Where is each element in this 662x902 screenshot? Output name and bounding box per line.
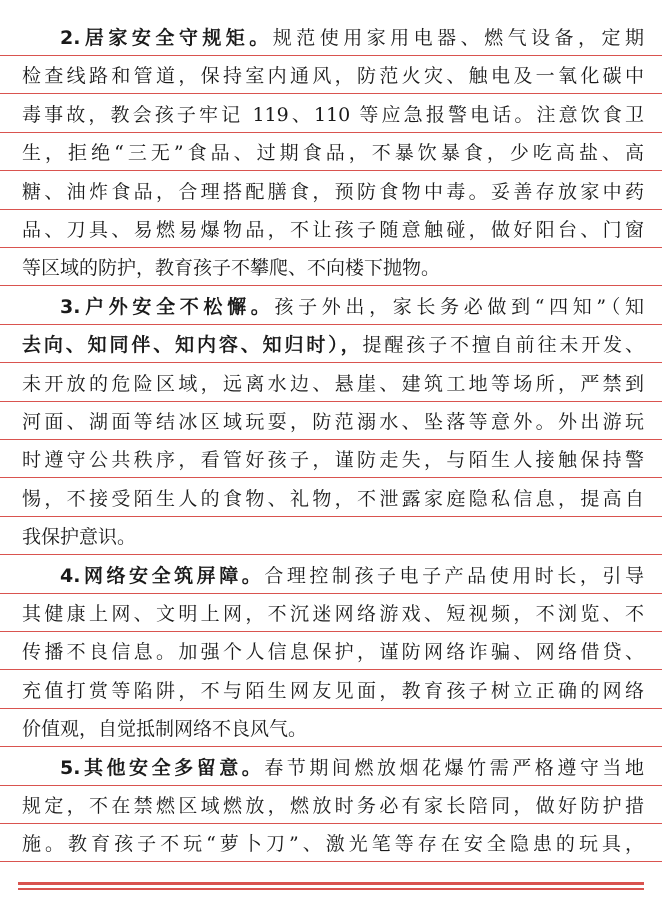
body-text: 施。教育孩子不玩“萝卜刀”、激光笔等存在安全隐患的玩具， [22, 833, 644, 856]
text-line [0, 594, 662, 632]
text-line [0, 210, 662, 248]
text-line [0, 364, 662, 402]
body-text: 合理控制孩子电子产品使用时长，引导 [264, 564, 644, 587]
line-text [22, 295, 644, 319]
body-text: 惕，不接受陌生人的食物、礼物，不泄露家庭隐私信息，提高自 [22, 487, 644, 510]
text-line [0, 517, 662, 555]
bottom-border-rule [18, 882, 644, 885]
line-text [22, 26, 644, 50]
bottom-border-rule [18, 888, 644, 890]
line-text [22, 487, 644, 511]
body-text: 品、刀具、易燃易爆物品，不让孩子随意触碰，做好阳台、门窗 [22, 219, 644, 241]
line-text [22, 372, 644, 396]
text-line [0, 133, 662, 171]
body-text: 提醒孩子不擅自前往未开发、 [362, 334, 644, 357]
text-line [0, 479, 662, 517]
heading-text: 5.其他安全多留意。 [60, 756, 265, 779]
line-text [22, 218, 644, 242]
body-text: 规定，不在禁燃区域燃放，燃放时务必有家长陪同，做好防护措 [22, 795, 644, 817]
body-text: 我保护意识。 [22, 526, 137, 549]
heading-text: 4.网络安全筑屏障。 [60, 564, 265, 587]
heading-text: 3.户外安全不松懈。 [60, 295, 275, 318]
text-line [0, 287, 662, 325]
line-text [22, 103, 644, 127]
body-text: 糖、油炸食品，合理搭配膳食，预防食物中毒。妥善存放家中药 [22, 180, 644, 203]
body-text: 传播不良信息。加强个人信息保护，谨防网络诈骗、网络借贷、 [22, 641, 644, 664]
heading-text: 2.居家安全守规矩。 [60, 27, 273, 49]
heading-text: 去向、知同伴、知内容、知归时）， [22, 334, 363, 357]
body-text: 毒事故，教会孩子牢记 119、110 等应急报警电话。注意饮食卫 [22, 103, 644, 126]
text-line [0, 402, 662, 440]
line-text [22, 756, 644, 780]
line-text [22, 679, 644, 703]
ruled-line [0, 861, 662, 862]
line-text [22, 141, 644, 165]
line-text [22, 564, 644, 588]
body-text: 河面、湖面等结冰区域玩耍，防范溺水、坠落等意外。外出游玩 [22, 411, 644, 433]
text-line [0, 172, 662, 210]
body-text: 充值打赏等陷阱，不与陌生网友见面，教育孩子树立正确的网络 [22, 679, 644, 702]
text-line [0, 709, 662, 747]
line-text [22, 64, 644, 88]
body-text: 等区域的防护，教育孩子不攀爬、不向楼下抛物。 [22, 257, 441, 280]
body-text: 时遵守公共秩序，看管好孩子，谨防走失，与陌生人接触保持警 [22, 449, 644, 472]
body-text: 孩子外出，家长务必做到“四知”（知 [274, 295, 644, 318]
body-text: 检查线路和管道，保持室内通风，防范火灾、触电及一氧化碳中 [22, 65, 644, 88]
line-text [22, 333, 644, 357]
text-line [0, 18, 662, 56]
text-line [0, 632, 662, 670]
text-line [0, 440, 662, 478]
line-text [22, 602, 644, 626]
line-text [22, 832, 644, 856]
line-text [22, 640, 644, 664]
text-line [0, 56, 662, 94]
body-text: 未开放的危险区域，远离水边、悬崖、建筑工地等场所，严禁到 [22, 372, 644, 395]
line-text [22, 794, 644, 818]
text-line [0, 248, 662, 286]
body-text: 规范使用家用电器、燃气设备，定期 [272, 27, 644, 49]
line-text [22, 180, 644, 204]
line-text [22, 717, 644, 741]
text-line [0, 786, 662, 824]
line-text [22, 448, 644, 472]
line-text [22, 410, 644, 434]
body-text: 春节期间燃放烟花爆竹需严格遵守当地 [264, 756, 644, 779]
line-text [22, 525, 644, 549]
text-line [0, 325, 662, 363]
line-text [22, 256, 644, 280]
text-line [0, 95, 662, 133]
text-line [0, 824, 662, 862]
body-text: 其健康上网、文明上网，不沉迷网络游戏、短视频，不浏览、不 [22, 603, 644, 625]
text-line [0, 671, 662, 709]
body-text: 生，拒绝“三无”食品、过期食品，不暴饮暴食，少吃高盐、高 [22, 142, 644, 165]
body-text: 价值观，自觉抵制网络不良风气。 [22, 718, 308, 741]
text-line [0, 556, 662, 594]
text-line [0, 748, 662, 786]
